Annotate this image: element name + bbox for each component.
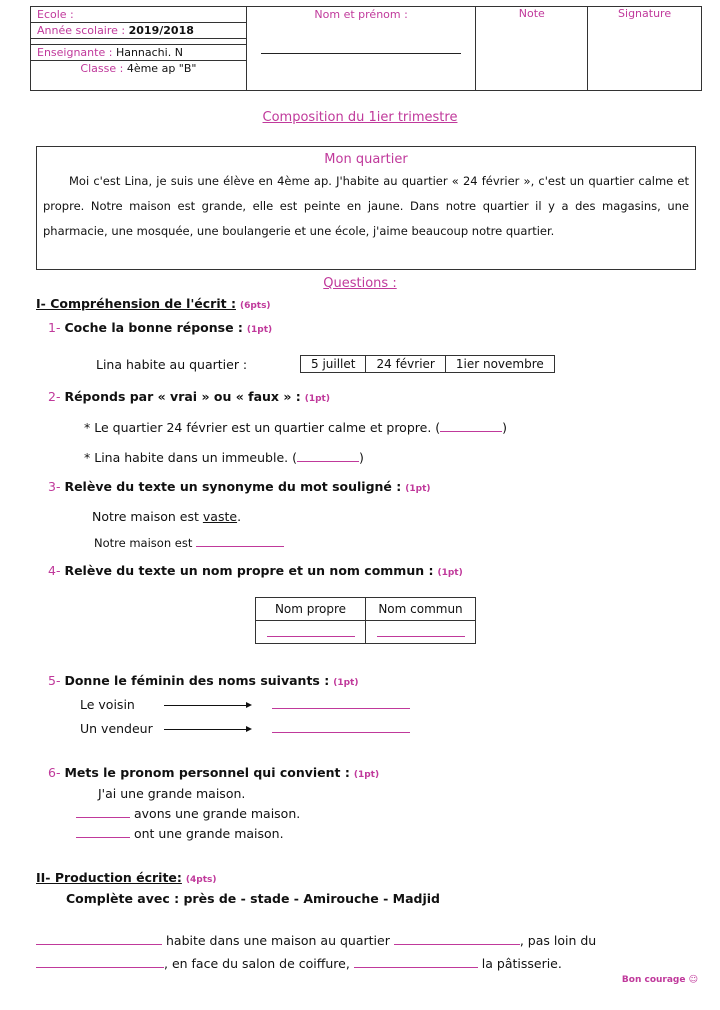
s2-line1-text-b: , pas loin du	[519, 933, 597, 948]
q6-line-2-text: avons une grande maison.	[133, 806, 301, 821]
q2-answer-1[interactable]	[440, 420, 502, 432]
q3-text: Relève du texte un synonyme du mot souligné :	[64, 479, 402, 494]
q3-underlined-word: vaste	[202, 509, 238, 524]
q4-answer-nom-propre[interactable]	[256, 621, 366, 644]
q2-text: Réponds par « vrai » ou « faux » :	[64, 389, 301, 404]
signature-label: Signature	[618, 7, 672, 20]
q1-points: (1pt)	[246, 325, 273, 335]
q2-points: (1pt)	[304, 394, 330, 404]
q4-points: (1pt)	[437, 568, 463, 578]
s2-blank-3[interactable]	[36, 956, 164, 968]
q6-line-2	[76, 806, 300, 821]
section2-heading	[36, 870, 216, 885]
q1-prompt: Lina habite au quartier :	[96, 357, 248, 372]
q3-points: (1pt)	[405, 484, 431, 494]
q4-answer-nom-commun[interactable]	[366, 621, 476, 644]
q6-line-1: J'ai une grande maison.	[98, 786, 246, 801]
nom-prenom-label: Nom et prénom :	[314, 8, 408, 21]
q1-text: Coche la bonne réponse :	[64, 320, 243, 335]
q1-option-2[interactable]: 24 février	[366, 356, 445, 373]
section2-points: (4pts)	[185, 875, 217, 885]
arrow-icon	[164, 705, 250, 706]
enseignante-value: Hannachi. N	[115, 46, 183, 59]
q5-num: 5-	[48, 673, 61, 688]
classe-value: 4ème ap "B"	[126, 62, 197, 75]
q5-answer-2[interactable]	[272, 721, 410, 733]
section2-label: II- Production écrite:	[36, 870, 182, 885]
q4-blank-2[interactable]	[377, 625, 465, 637]
note-cell[interactable]	[476, 7, 588, 91]
q5-item-2-text: Un vendeur	[80, 721, 153, 736]
q2-item-1-text: * Le quartier 24 février est un quartier calme et propre. (	[84, 420, 441, 435]
q2-item-2-text: * Lina habite dans un immeuble. (	[84, 450, 297, 465]
enseignante-label: Enseignante :	[37, 46, 113, 59]
questions-title: Questions :	[323, 276, 397, 291]
q3-period: .	[237, 509, 242, 524]
classe-label: Classe :	[80, 62, 124, 75]
note-label: Note	[518, 7, 545, 20]
q4-col-nom-propre	[256, 598, 366, 621]
q4-num: 4-	[48, 563, 61, 578]
q4-text: Relève du texte un nom propre et un nom commun :	[64, 563, 434, 578]
header-school-info	[31, 7, 247, 91]
section2-line-2	[36, 956, 562, 971]
q5-item-1-text: Le voisin	[80, 697, 135, 712]
q2-item-2	[84, 450, 364, 465]
q4-col-nom-commun	[366, 598, 476, 621]
q2-num: 2-	[48, 389, 61, 404]
nom-prenom-line	[261, 53, 462, 54]
section2-line-1	[36, 933, 596, 948]
q4-col1-label: Nom propre	[274, 602, 347, 616]
q2-answer-2[interactable]	[297, 450, 359, 462]
reading-text-box	[36, 146, 696, 270]
q6-text: Mets le pronom personnel qui convient :	[64, 765, 350, 780]
exam-title: Composition du 1ier trimestre	[262, 110, 458, 125]
q1-heading	[48, 320, 272, 335]
q1-options-table	[300, 355, 555, 373]
q6-points: (1pt)	[353, 770, 380, 780]
q2-close-1: )	[502, 420, 508, 435]
q4-col2-label: Nom commun	[378, 602, 463, 616]
q6-line-3-text: ont une grande maison.	[133, 826, 284, 841]
q4-heading	[48, 563, 463, 578]
ecole-label: Ecole :	[37, 8, 74, 21]
q5-item-1	[80, 697, 410, 712]
arrow-icon	[164, 729, 250, 730]
q3-answer-prefix: Notre maison est	[94, 536, 193, 550]
text-heading: Mon quartier	[324, 152, 408, 167]
q3-sentence-text: Notre maison est	[92, 509, 199, 524]
signature-cell[interactable]	[588, 7, 702, 91]
s2-line2-text-a: , en face du salon de coiffure,	[164, 956, 350, 971]
q3-sentence	[92, 509, 241, 524]
q5-item-2	[80, 721, 410, 736]
footer-bon-courage: Bon courage ☺	[621, 975, 698, 985]
q3-answer-line	[94, 535, 284, 550]
section1-label: I- Compréhension de l'écrit :	[36, 296, 236, 311]
q2-close-2: )	[358, 450, 364, 465]
q6-num: 6-	[48, 765, 61, 780]
q1-option-1[interactable]: 5 juillet	[301, 356, 366, 373]
q4-table	[255, 597, 476, 644]
section1-points: (6pts)	[239, 301, 271, 311]
section1-heading	[36, 296, 271, 311]
q6-line-3	[76, 826, 284, 841]
q3-num: 3-	[48, 479, 61, 494]
s2-blank-2[interactable]	[394, 933, 520, 945]
s2-line1-text-a: habite dans une maison au quartier	[165, 933, 390, 948]
q5-heading	[48, 673, 358, 688]
s2-blank-1[interactable]	[36, 933, 162, 945]
q3-answer-blank[interactable]	[196, 535, 284, 547]
s2-blank-4[interactable]	[354, 956, 478, 968]
q2-heading	[48, 389, 330, 404]
q4-blank-1[interactable]	[267, 625, 355, 637]
q5-text: Donne le féminin des noms suivants :	[64, 673, 330, 688]
q6-blank-2[interactable]	[76, 826, 130, 838]
q2-item-1	[84, 420, 507, 435]
q6-heading	[48, 765, 379, 780]
q6-blank-1[interactable]	[76, 806, 130, 818]
section2-instruction: Complète avec : près de - stade - Amirouche - Madjid	[66, 891, 440, 906]
annee-label: Année scolaire :	[37, 24, 126, 37]
q3-heading	[48, 479, 430, 494]
nom-prenom-cell[interactable]	[246, 7, 476, 91]
q5-points: (1pt)	[333, 678, 359, 688]
s2-line2-text-b: la pâtisserie.	[481, 956, 562, 971]
text-paragraph: Moi c'est Lina, je suis une élève en 4ème ap. J'habite au quartier « 24 février », c'est un quartier calme et propre. Notre maison est grande, elle est peinte en jaune. Dans notre quartier il y a des magasins, une pharmacie, une mosquée, une boulangerie et une école, j'aime beaucoup notre quartier.	[43, 174, 689, 238]
q1-num: 1-	[48, 320, 61, 335]
q5-answer-1[interactable]	[272, 697, 410, 709]
header-table	[30, 6, 702, 91]
q1-option-3[interactable]: 1ier novembre	[445, 356, 554, 373]
annee-value: 2019/2018	[128, 24, 194, 37]
